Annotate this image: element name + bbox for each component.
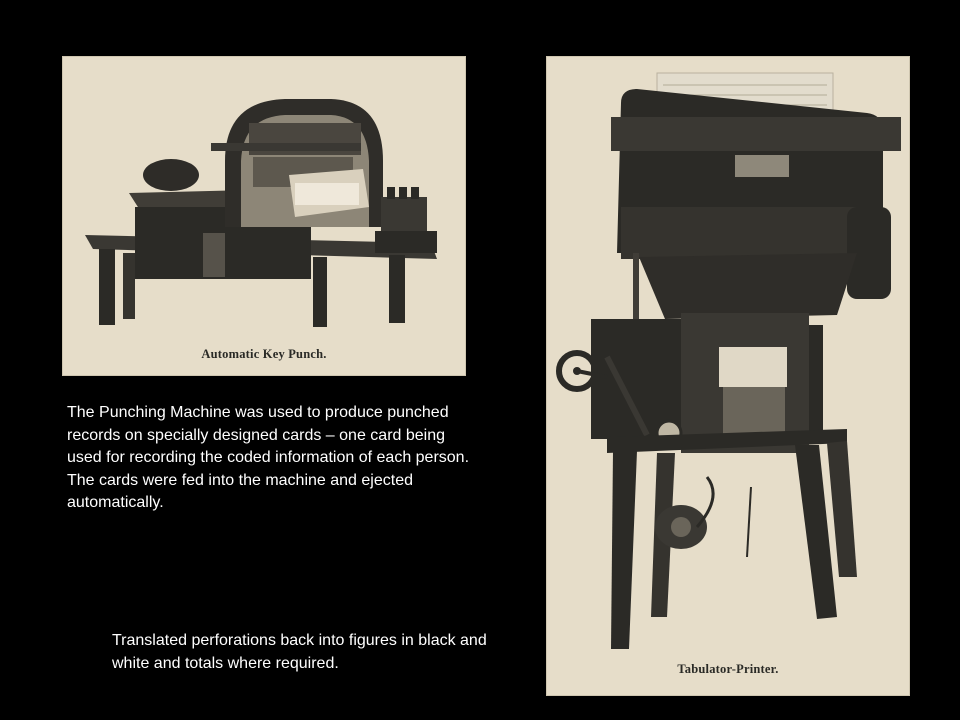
tabulator-note: Translated perforations back into figures in black and white and totals where required. [112, 632, 487, 672]
punching-machine-description: The Punching Machine was used to produce punched records on specially designed cards – one card being used for recording the coded information of each person. The cards were fed into the machine and ejected automatically. [67, 404, 470, 512]
key-punch-machine-illustration [63, 57, 466, 376]
tabulator-printer-caption: Tabulator-Printer. [677, 662, 779, 676]
key-punch-caption: Automatic Key Punch. [201, 347, 327, 361]
tabulator-printer-illustration [547, 57, 910, 696]
tabulator-printer-photo [546, 56, 910, 696]
key-punch-photo [62, 56, 466, 376]
